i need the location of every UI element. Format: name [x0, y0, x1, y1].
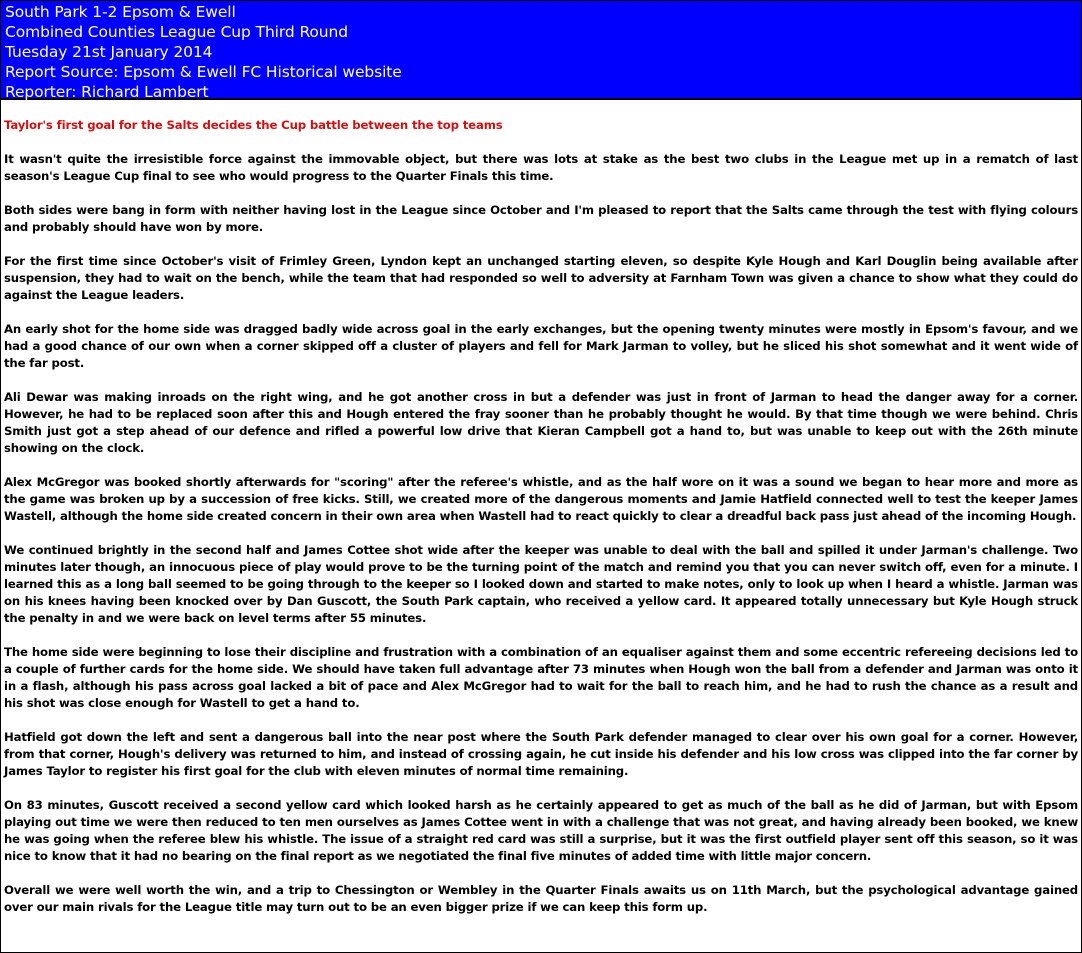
report-header: [1, 1, 1081, 100]
report-paragraph: An early shot for the home side was dragged badly wide across goal in the early exchanges, but the opening twenty minutes were mostly in Epsom's favour, and we had a good chance of our own when a corner skipped off a cluster of players and fell for Mark Jarman to volley, but he sliced his shot somewhat and it went wide of the far post.: [4, 322, 1078, 370]
report-headline: Taylor's first goal for the Salts decides the Cup battle between the top teams: [4, 118, 503, 132]
reporter-name: Reporter: Richard Lambert: [5, 83, 209, 101]
report-paragraph: It wasn't quite the irresistible force against the immovable object, but there was lots at stake as the best two clubs in the League met up in a rematch of last season's League Cup final to see who would progress to the Quarter Finals this time.: [4, 152, 1078, 183]
report-body: [1, 100, 1081, 916]
competition-name: Combined Counties League Cup Third Round: [5, 23, 348, 41]
match-date: Tuesday 21st January 2014: [5, 43, 213, 61]
report-paragraph: Alex McGregor was booked shortly afterwards for "scoring" after the referee's whistle, and as the half wore on it was a sound we began to hear more and more as the game was broken up by a succession of free kicks. Still, we created more of the dangerous moments and Jamie Hatfield connected well to test the keeper James Wastell, although the home side created concern in their own area when Wastell had to react quickly to clear a dreadful back pass just ahead of the incoming Hough.: [4, 475, 1078, 523]
report-paragraph: Ali Dewar was making inroads on the right wing, and he got another cross in but a defender was just in front of Jarman to head the danger away for a corner. However, he had to be replaced soon after this and Hough entered the fray sooner than he probably thought he would. By that time though we were behind. Chris Smith just got a step ahead of our defence and rifled a powerful low drive that Kieran Campbell got a hand to, but was unable to keep out with the 26th minute showing on the clock.: [4, 390, 1078, 455]
report-paragraph: The home side were beginning to lose their discipline and frustration with a combination of an equaliser against them and some eccentric refereeing decisions led to a couple of further cards for the home side. We should have taken full advantage after 73 minutes when Hough won the ball from a defender and Jarman was onto it in a flash, although his pass across goal lacked a bit of pace and Alex McGregor had to wait for the ball to reach him, and he had to rush the chance as a result and his shot was close enough for Wastell to get a hand to.: [4, 645, 1078, 710]
match-result: South Park 1-2 Epsom & Ewell: [5, 3, 236, 21]
report-paragraph: We continued brightly in the second half and James Cottee shot wide after the keeper was unable to deal with the ball and spilled it under Jarman's challenge. Two minutes later though, an innocuous piece of play would prove to be the turning point of the match and remind you that you can never switch off, even for a minute. I learned this as a long ball seemed to be going through to the keeper so I looked down and started to make notes, only to look up when I heard a whistle. Jarman was on his knees having been knocked over by Dan Guscott, the South Park captain, who received a yellow card. It appeared totally unnecessary but Kyle Hough struck the penalty in and we were back on level terms after 55 minutes.: [4, 543, 1078, 625]
report-paragraph: Hatfield got down the left and sent a dangerous ball into the near post where the South Park defender managed to clear over his own goal for a corner. However, from that corner, Hough's delivery was returned to him, and instead of crossing again, he cut inside his defender and his low cross was clipped into the far corner by James Taylor to register his first goal for the club with eleven minutes of normal time remaining.: [4, 730, 1078, 778]
report-paragraph: For the first time since October's visit of Frimley Green, Lyndon kept an unchanged starting eleven, so despite Kyle Hough and Karl Douglin being available after suspension, they had to wait on the bench, while the team that had responded so well to adversity at Farnham Town was given a chance to show what they could do against the League leaders.: [4, 254, 1078, 302]
report-source: Report Source: Epsom & Ewell FC Historical website: [5, 63, 402, 81]
report-paragraph: Both sides were bang in form with neither having lost in the League since October and I'm pleased to report that the Salts came through the test with flying colours and probably should have won by more.: [4, 203, 1078, 234]
report-paragraph: Overall we were well worth the win, and a trip to Chessington or Wembley in the Quarter Finals awaits us on 11th March, but the psychological advantage gained over our main rivals for the League title may turn out to be an even bigger prize if we can keep this form up.: [4, 883, 1078, 914]
report-paragraph: On 83 minutes, Guscott received a second yellow card which looked harsh as he certainly appeared to get as much of the ball as he did of Jarman, but with Epsom playing out time we were then reduced to ten men ourselves as James Cottee went in with a challenge that was not great, and having already been booked, we knew he was going when the referee blew his whistle. The issue of a straight red card was still a surprise, but it was the first outfield player sent off this season, so it was nice to know that it had no bearing on the final report as we negotiated the final five minutes of added time with little major concern.: [4, 798, 1078, 863]
